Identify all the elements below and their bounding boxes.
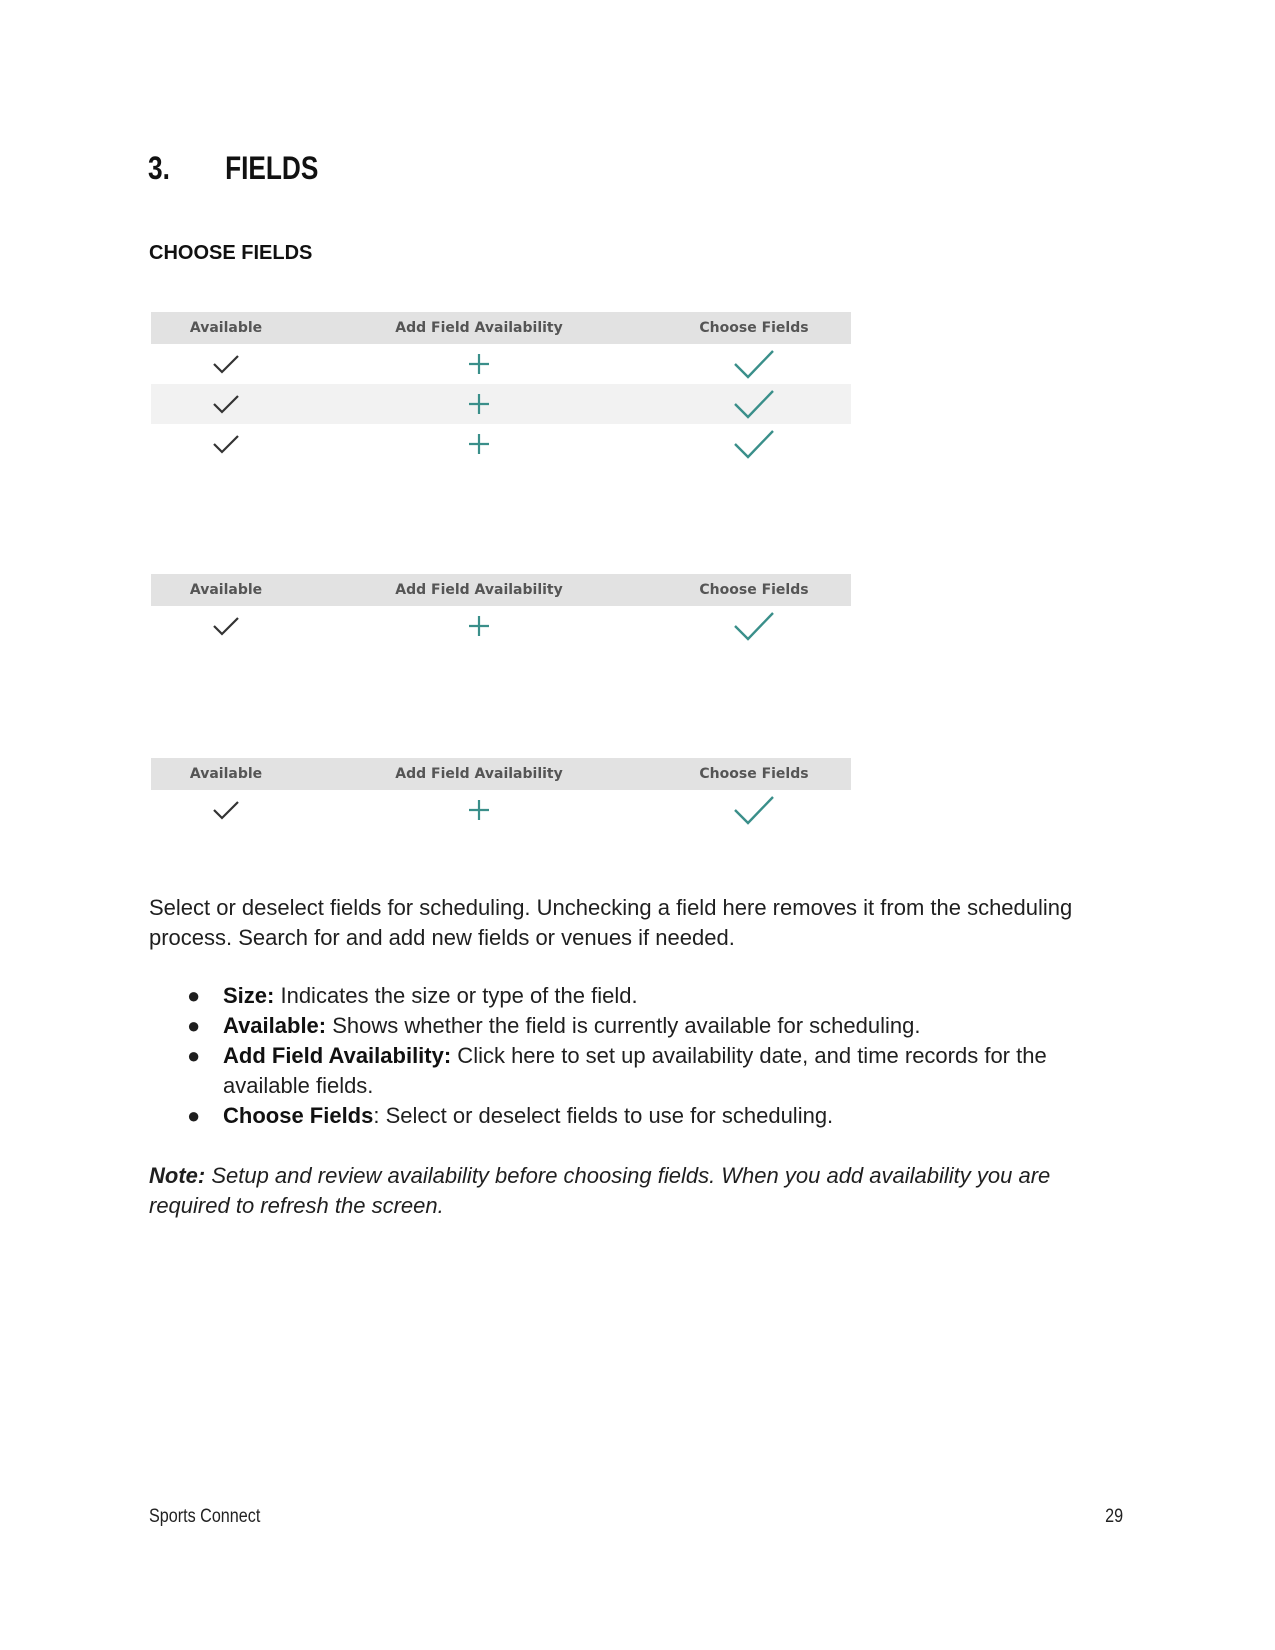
description-paragraph: Select or deselect fields for scheduling. Unchecking a field here removes it from the scheduling process. Search for and add new fields or venues if needed.	[149, 895, 1073, 950]
column-header-add-field-availability[interactable]: Add Field Availability	[395, 320, 563, 336]
table-row	[151, 344, 851, 384]
choose-field-checkbox-icon[interactable]	[657, 790, 851, 830]
column-header-available[interactable]: Available	[189, 582, 263, 598]
list-item-term: Available:	[223, 1013, 327, 1038]
bullet-icon: ●	[187, 1103, 201, 1128]
list-item-term: Size:	[223, 983, 275, 1008]
bullet-icon: ●	[187, 983, 201, 1008]
field-attribute-list	[149, 981, 1129, 1131]
available-check-icon	[151, 344, 301, 384]
add-availability-plus-icon[interactable]	[301, 790, 657, 830]
column-header-add-field-availability[interactable]: Add Field Availability	[395, 766, 563, 782]
add-availability-plus-icon[interactable]	[301, 424, 657, 464]
grid-header	[151, 574, 851, 606]
choose-field-checkbox-icon[interactable]	[657, 384, 851, 424]
list-item-text: Shows whether the field is currently available for scheduling.	[326, 1013, 921, 1038]
list-item-text: : Select or deselect fields to use for scheduling.	[373, 1103, 834, 1128]
available-check-icon	[151, 606, 301, 646]
section-heading	[148, 150, 318, 187]
list-item-term: Add Field Availability:	[223, 1043, 452, 1068]
choose-field-checkbox-icon[interactable]	[657, 606, 851, 646]
add-availability-plus-icon[interactable]	[301, 344, 657, 384]
list-item	[149, 1101, 1129, 1131]
column-header-choose-fields[interactable]: Choose Fields	[699, 582, 809, 598]
table-row	[151, 790, 851, 830]
note-label: Note:	[149, 1163, 206, 1188]
fields-grid-3	[151, 758, 851, 830]
bullet-icon: ●	[187, 1043, 201, 1068]
section-title: FIELDS	[225, 150, 319, 186]
available-check-icon	[151, 424, 301, 464]
column-header-add-field-availability[interactable]: Add Field Availability	[395, 582, 563, 598]
table-row	[151, 606, 851, 646]
list-item-term: Choose Fields	[223, 1103, 374, 1128]
add-availability-plus-icon[interactable]	[301, 384, 657, 424]
table-row	[151, 384, 851, 424]
add-availability-plus-icon[interactable]	[301, 606, 657, 646]
bullet-icon: ●	[187, 1013, 201, 1038]
column-header-available[interactable]: Available	[189, 320, 263, 336]
footer-document-title: Sports Connect	[149, 1506, 261, 1527]
sub-heading: CHOOSE FIELDS	[149, 242, 313, 264]
column-header-choose-fields[interactable]: Choose Fields	[699, 320, 809, 336]
grid-header	[151, 758, 851, 790]
table-row	[151, 424, 851, 464]
list-item-text: Click here to set up availability date, and time records for the available fields.	[223, 1043, 1047, 1098]
choose-field-checkbox-icon[interactable]	[657, 424, 851, 464]
note-paragraph	[149, 1161, 1129, 1221]
fields-grid-2	[151, 574, 851, 646]
available-check-icon	[151, 790, 301, 830]
list-item	[149, 981, 1129, 1011]
footer-page-number: 29	[1105, 1506, 1123, 1527]
note-text: Setup and review availability before choosing fields. When you add availability you are required to refresh the screen.	[149, 1163, 1051, 1218]
available-check-icon	[151, 384, 301, 424]
fields-grid-1	[151, 312, 851, 464]
section-number: 3.	[148, 150, 170, 186]
column-header-choose-fields[interactable]: Choose Fields	[699, 766, 809, 782]
column-header-available[interactable]: Available	[189, 766, 263, 782]
list-item	[149, 1011, 1129, 1041]
list-item-text: Indicates the size or type of the field.	[274, 983, 638, 1008]
grid-header	[151, 312, 851, 344]
choose-field-checkbox-icon[interactable]	[657, 344, 851, 384]
list-item	[149, 1041, 1129, 1101]
